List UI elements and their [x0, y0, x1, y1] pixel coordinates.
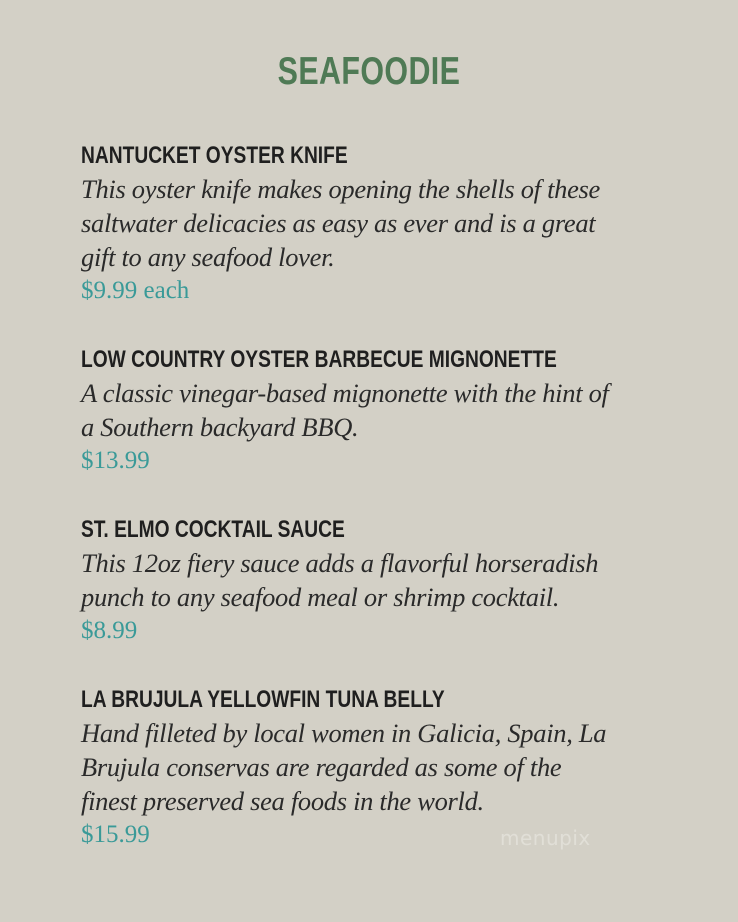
menu-section-title: SEAFOODIE: [277, 50, 461, 93]
menu-item-name: LOW COUNTRY OYSTER BARBECUE MIGNONETTE: [81, 346, 557, 373]
menu-item-description: This 12oz fiery sauce adds a flavorful horseradish punch to any seafood meal or shrimp cocktail.: [81, 548, 599, 612]
menu-item-name: ST. ELMO COCKTAIL SAUCE: [81, 516, 345, 543]
menu-item: [81, 140, 701, 308]
menu-item-price: $9.99 each: [81, 277, 190, 304]
menu-item: [81, 514, 701, 648]
menu-item-price: $13.99: [81, 447, 150, 474]
watermark: menupix: [500, 826, 591, 850]
menu-item-name: NANTUCKET OYSTER KNIFE: [81, 142, 348, 169]
menu-item-description: This oyster knife makes opening the shells of these saltwater delicacies as easy as ever and is a great gift to any seafood lover.: [81, 174, 601, 272]
menu-item-price: $15.99: [81, 821, 150, 848]
menu-item: [81, 344, 701, 478]
menu-item-name: LA BRUJULA YELLOWFIN TUNA BELLY: [81, 686, 445, 713]
menu-item-description: Hand filleted by local women in Galicia, Spain, La Brujula conservas are regarded as some of the finest preserved sea foods in the world.: [81, 718, 607, 816]
menu-item: [81, 684, 701, 852]
menu-item-price: $8.99: [81, 617, 138, 644]
menu-item-description: A classic vinegar-based mignonette with the hint of a Southern backyard BBQ.: [81, 378, 609, 442]
